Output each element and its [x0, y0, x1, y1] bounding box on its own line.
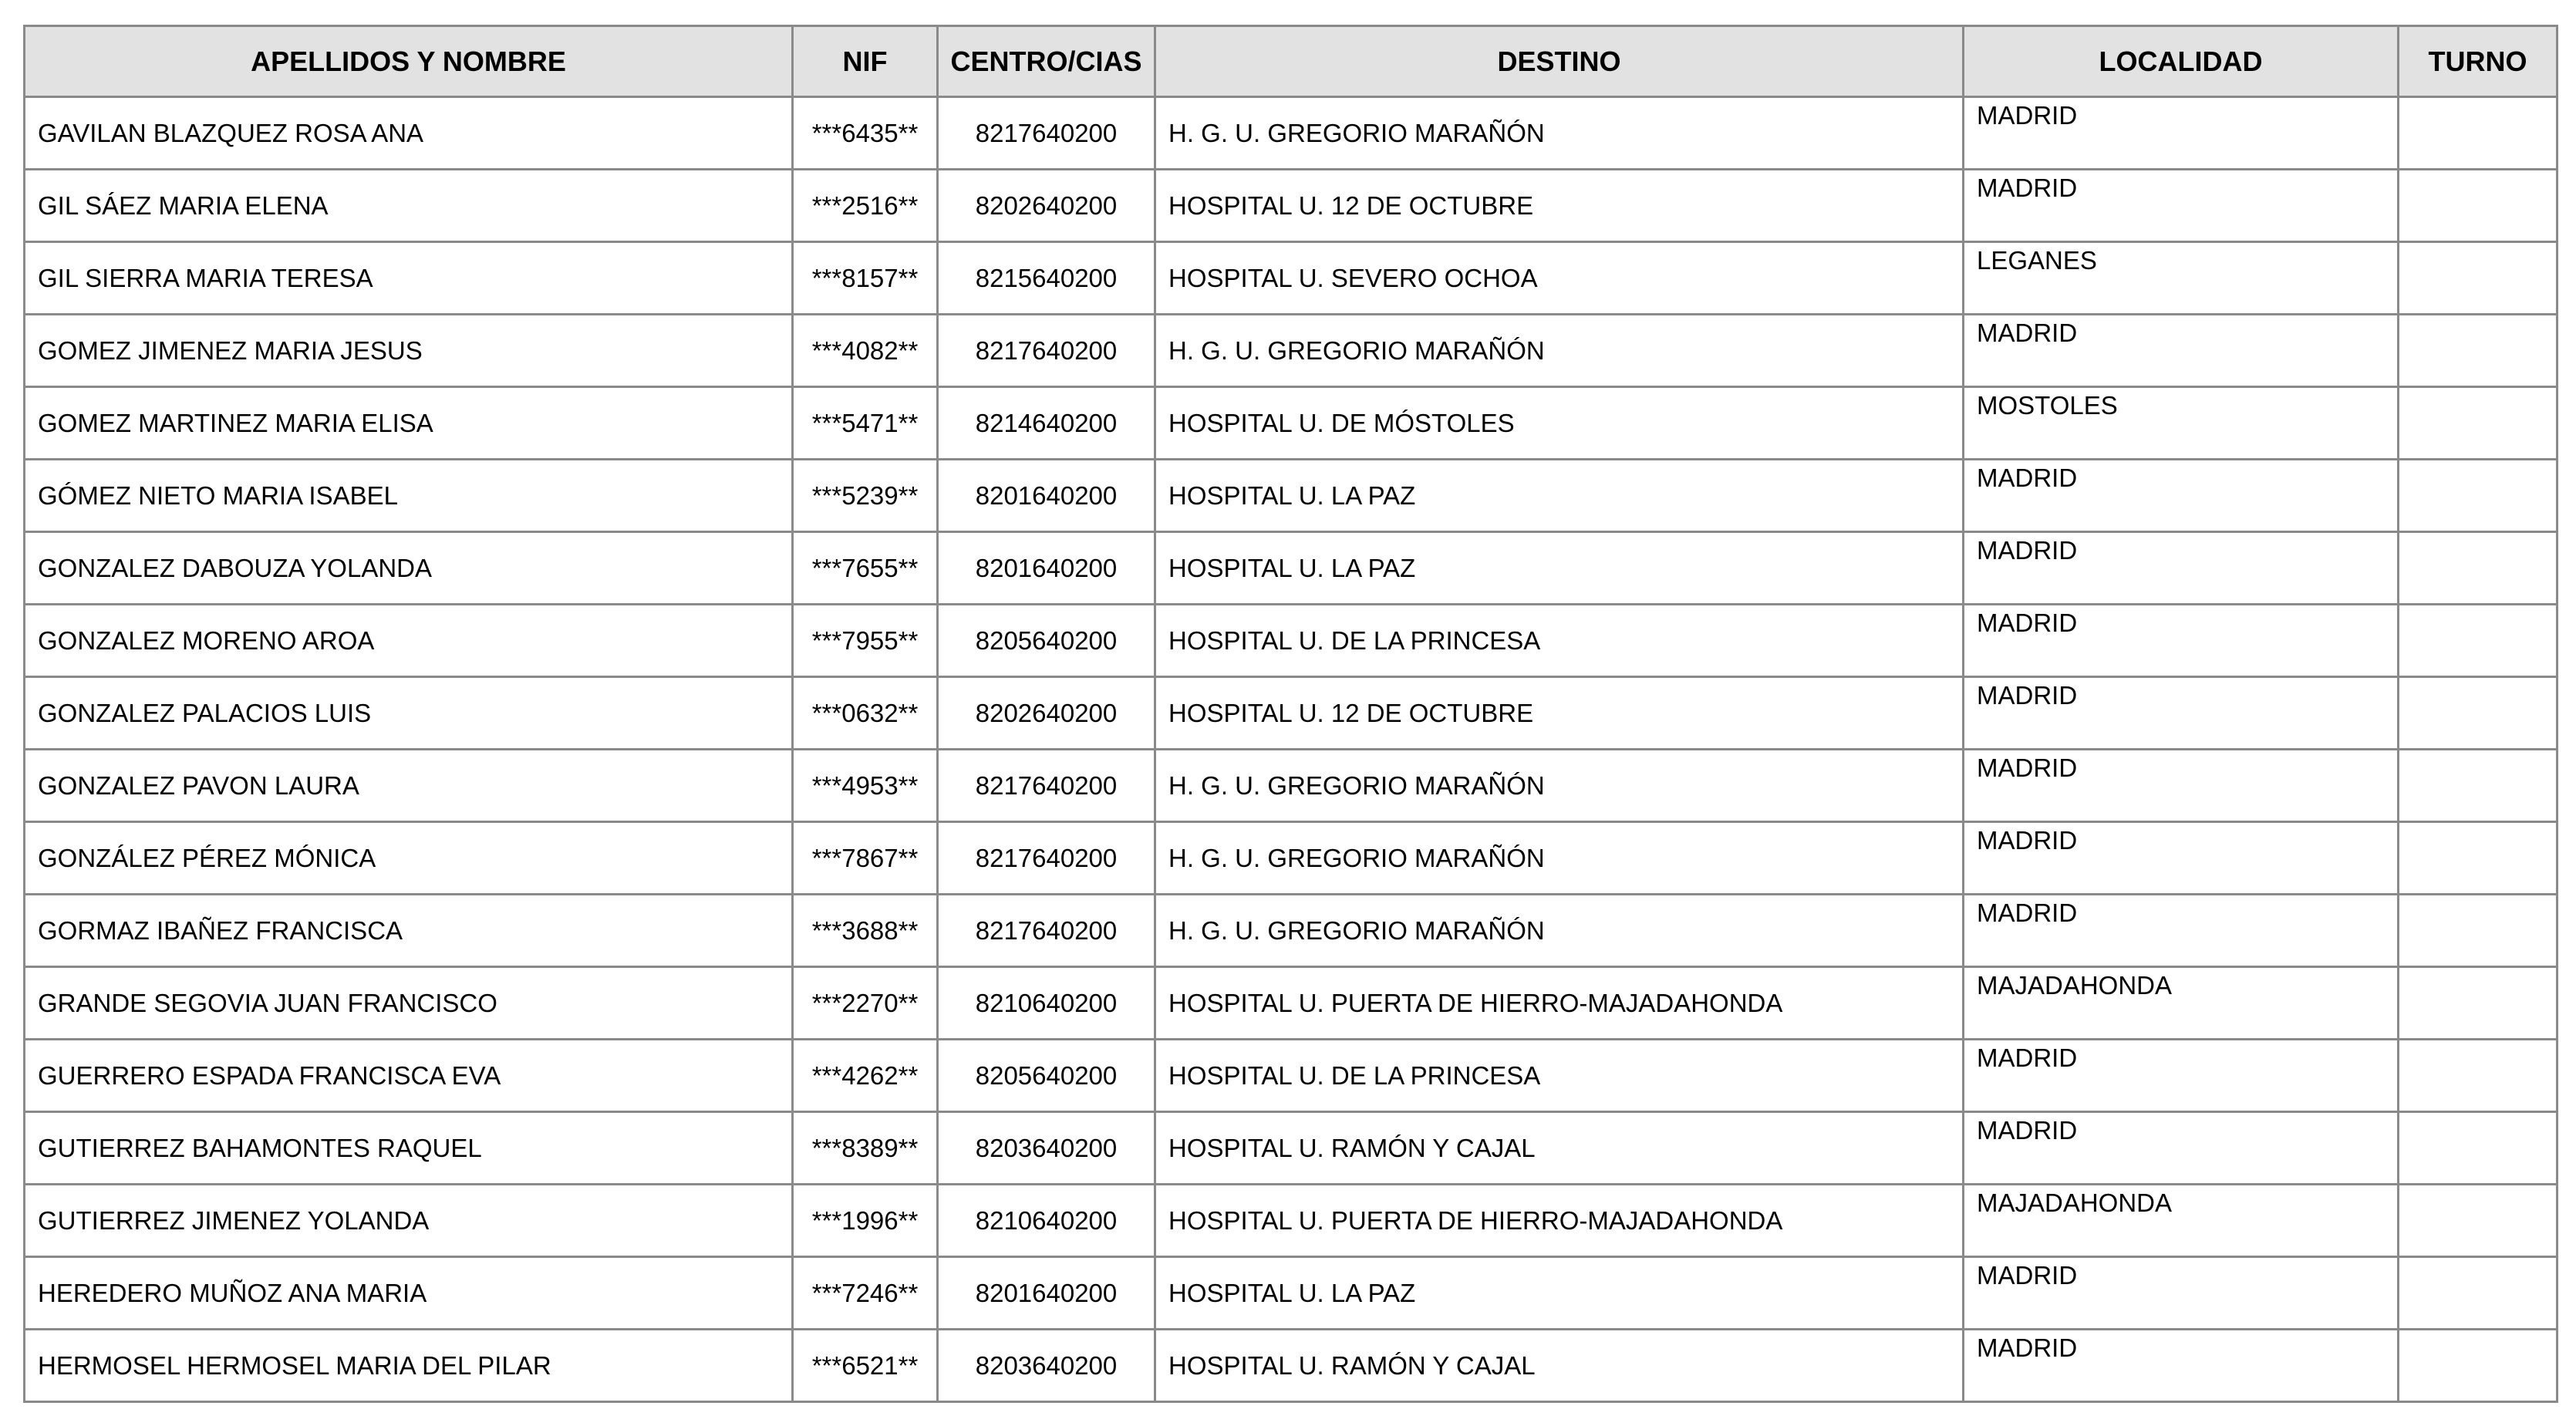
- cell-turno: [2399, 532, 2557, 605]
- cell-cias: 8210640200: [938, 1185, 1155, 1257]
- cell-destino: HOSPITAL U. DE MÓSTOLES: [1155, 387, 1964, 460]
- cell-turno: [2399, 1330, 2557, 1402]
- cell-turno: [2399, 315, 2557, 387]
- cell-localidad: MAJADAHONDA: [1964, 967, 2399, 1040]
- cell-cias: 8201640200: [938, 460, 1155, 532]
- cell-cias: 8205640200: [938, 1040, 1155, 1112]
- cell-turno: [2399, 677, 2557, 750]
- cell-destino: HOSPITAL U. LA PAZ: [1155, 460, 1964, 532]
- cell-nif: ***5471**: [793, 387, 938, 460]
- cell-nif: ***2516**: [793, 170, 938, 242]
- table-row: [25, 1040, 2557, 1112]
- cell-localidad: LEGANES: [1964, 242, 2399, 315]
- cell-nif: ***2270**: [793, 967, 938, 1040]
- table-row: [25, 967, 2557, 1040]
- cell-turno: [2399, 242, 2557, 315]
- cell-name: GOMEZ MARTINEZ MARIA ELISA: [25, 387, 793, 460]
- cell-localidad: MADRID: [1964, 1040, 2399, 1112]
- cell-localidad: MADRID: [1964, 1112, 2399, 1185]
- table-row: [25, 750, 2557, 822]
- cell-localidad: MADRID: [1964, 315, 2399, 387]
- cell-nif: ***4953**: [793, 750, 938, 822]
- cell-nif: ***6435**: [793, 97, 938, 170]
- header-cias: CENTRO/CIAS: [938, 26, 1155, 97]
- cell-turno: [2399, 895, 2557, 967]
- table-row: [25, 315, 2557, 387]
- cell-turno: [2399, 1040, 2557, 1112]
- cell-turno: [2399, 460, 2557, 532]
- cell-name: GUERRERO ESPADA FRANCISCA EVA: [25, 1040, 793, 1112]
- table-row: [25, 1112, 2557, 1185]
- cell-turno: [2399, 605, 2557, 677]
- cell-nif: ***7955**: [793, 605, 938, 677]
- cell-localidad: MADRID: [1964, 532, 2399, 605]
- cell-localidad: MADRID: [1964, 170, 2399, 242]
- cell-nif: ***1996**: [793, 1185, 938, 1257]
- cell-name: GOMEZ JIMENEZ MARIA JESUS: [25, 315, 793, 387]
- header-nif: NIF: [793, 26, 938, 97]
- cell-name: GAVILAN BLAZQUEZ ROSA ANA: [25, 97, 793, 170]
- cell-nif: ***6521**: [793, 1330, 938, 1402]
- cell-localidad: MOSTOLES: [1964, 387, 2399, 460]
- cell-localidad: MADRID: [1964, 1330, 2399, 1402]
- cell-turno: [2399, 387, 2557, 460]
- cell-destino: HOSPITAL U. DE LA PRINCESA: [1155, 605, 1964, 677]
- cell-destino: HOSPITAL U. SEVERO OCHOA: [1155, 242, 1964, 315]
- cell-name: GÓMEZ NIETO MARIA ISABEL: [25, 460, 793, 532]
- cell-cias: 8203640200: [938, 1330, 1155, 1402]
- cell-turno: [2399, 750, 2557, 822]
- cell-localidad: MADRID: [1964, 97, 2399, 170]
- document-page: [23, 25, 2556, 1403]
- cell-localidad: MADRID: [1964, 895, 2399, 967]
- cell-name: GRANDE SEGOVIA JUAN FRANCISCO: [25, 967, 793, 1040]
- cell-destino: H. G. U. GREGORIO MARAÑÓN: [1155, 315, 1964, 387]
- cell-nif: ***5239**: [793, 460, 938, 532]
- cell-cias: 8217640200: [938, 97, 1155, 170]
- cell-destino: HOSPITAL U. LA PAZ: [1155, 1257, 1964, 1330]
- table-row: [25, 387, 2557, 460]
- cell-destino: HOSPITAL U. RAMÓN Y CAJAL: [1155, 1330, 1964, 1402]
- cell-turno: [2399, 822, 2557, 895]
- cell-localidad: MADRID: [1964, 605, 2399, 677]
- cell-name: GONZÁLEZ PÉREZ MÓNICA: [25, 822, 793, 895]
- cell-name: GIL SIERRA MARIA TERESA: [25, 242, 793, 315]
- cell-cias: 8214640200: [938, 387, 1155, 460]
- cell-name: GUTIERREZ JIMENEZ YOLANDA: [25, 1185, 793, 1257]
- cell-destino: HOSPITAL U. LA PAZ: [1155, 532, 1964, 605]
- cell-localidad: MADRID: [1964, 822, 2399, 895]
- cell-turno: [2399, 170, 2557, 242]
- cell-turno: [2399, 1112, 2557, 1185]
- cell-cias: 8203640200: [938, 1112, 1155, 1185]
- cell-nif: ***7867**: [793, 822, 938, 895]
- table-row: [25, 1330, 2557, 1402]
- cell-nif: ***3688**: [793, 895, 938, 967]
- table-header-row: [25, 26, 2557, 97]
- cell-destino: H. G. U. GREGORIO MARAÑÓN: [1155, 822, 1964, 895]
- cell-name: GONZALEZ DABOUZA YOLANDA: [25, 532, 793, 605]
- cell-nif: ***7246**: [793, 1257, 938, 1330]
- table-body: [25, 97, 2557, 1402]
- cell-name: GORMAZ IBAÑEZ FRANCISCA: [25, 895, 793, 967]
- cell-cias: 8202640200: [938, 677, 1155, 750]
- cell-localidad: MADRID: [1964, 1257, 2399, 1330]
- cell-name: GUTIERREZ BAHAMONTES RAQUEL: [25, 1112, 793, 1185]
- cell-turno: [2399, 1257, 2557, 1330]
- cell-localidad: MAJADAHONDA: [1964, 1185, 2399, 1257]
- cell-name: GONZALEZ MORENO AROA: [25, 605, 793, 677]
- cell-nif: ***8389**: [793, 1112, 938, 1185]
- cell-cias: 8217640200: [938, 822, 1155, 895]
- cell-name: GIL SÁEZ MARIA ELENA: [25, 170, 793, 242]
- staff-assignment-table: [23, 25, 2558, 1403]
- table-row: [25, 460, 2557, 532]
- cell-destino: HOSPITAL U. 12 DE OCTUBRE: [1155, 170, 1964, 242]
- cell-turno: [2399, 97, 2557, 170]
- cell-name: GONZALEZ PAVON LAURA: [25, 750, 793, 822]
- cell-cias: 8210640200: [938, 967, 1155, 1040]
- cell-destino: HOSPITAL U. PUERTA DE HIERRO-MAJADAHONDA: [1155, 967, 1964, 1040]
- table-row: [25, 532, 2557, 605]
- header-turno: TURNO: [2399, 26, 2557, 97]
- table-row: [25, 605, 2557, 677]
- cell-cias: 8217640200: [938, 315, 1155, 387]
- table-row: [25, 1257, 2557, 1330]
- cell-destino: HOSPITAL U. 12 DE OCTUBRE: [1155, 677, 1964, 750]
- cell-cias: 8201640200: [938, 1257, 1155, 1330]
- cell-localidad: MADRID: [1964, 677, 2399, 750]
- table-row: [25, 170, 2557, 242]
- cell-destino: HOSPITAL U. DE LA PRINCESA: [1155, 1040, 1964, 1112]
- table-row: [25, 1185, 2557, 1257]
- cell-nif: ***4082**: [793, 315, 938, 387]
- table-row: [25, 677, 2557, 750]
- table-row: [25, 242, 2557, 315]
- cell-name: GONZALEZ PALACIOS LUIS: [25, 677, 793, 750]
- cell-cias: 8201640200: [938, 532, 1155, 605]
- cell-name: HEREDERO MUÑOZ ANA MARIA: [25, 1257, 793, 1330]
- table-row: [25, 895, 2557, 967]
- cell-turno: [2399, 1185, 2557, 1257]
- cell-cias: 8215640200: [938, 242, 1155, 315]
- cell-name: HERMOSEL HERMOSEL MARIA DEL PILAR: [25, 1330, 793, 1402]
- cell-nif: ***0632**: [793, 677, 938, 750]
- cell-turno: [2399, 967, 2557, 1040]
- cell-cias: 8217640200: [938, 895, 1155, 967]
- cell-nif: ***7655**: [793, 532, 938, 605]
- table-row: [25, 97, 2557, 170]
- cell-destino: HOSPITAL U. RAMÓN Y CAJAL: [1155, 1112, 1964, 1185]
- cell-cias: 8202640200: [938, 170, 1155, 242]
- table-row: [25, 822, 2557, 895]
- cell-nif: ***4262**: [793, 1040, 938, 1112]
- cell-localidad: MADRID: [1964, 460, 2399, 532]
- cell-destino: HOSPITAL U. PUERTA DE HIERRO-MAJADAHONDA: [1155, 1185, 1964, 1257]
- header-destino: DESTINO: [1155, 26, 1964, 97]
- header-name: APELLIDOS Y NOMBRE: [25, 26, 793, 97]
- cell-cias: 8205640200: [938, 605, 1155, 677]
- cell-cias: 8217640200: [938, 750, 1155, 822]
- header-localidad: LOCALIDAD: [1964, 26, 2399, 97]
- cell-destino: H. G. U. GREGORIO MARAÑÓN: [1155, 750, 1964, 822]
- cell-destino: H. G. U. GREGORIO MARAÑÓN: [1155, 895, 1964, 967]
- cell-destino: H. G. U. GREGORIO MARAÑÓN: [1155, 97, 1964, 170]
- cell-nif: ***8157**: [793, 242, 938, 315]
- cell-localidad: MADRID: [1964, 750, 2399, 822]
